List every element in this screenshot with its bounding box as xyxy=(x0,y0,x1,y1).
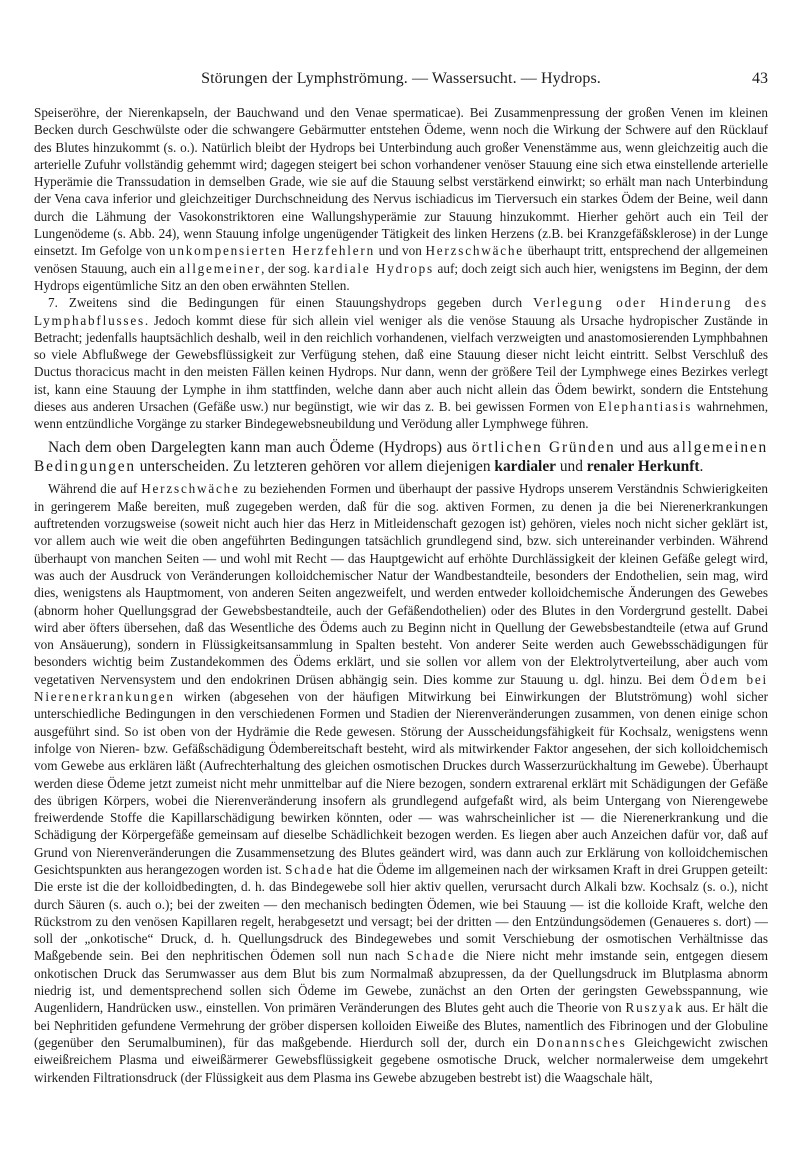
spaced-emphasis: Schade xyxy=(406,948,456,964)
text-run: . xyxy=(699,458,704,476)
paragraph xyxy=(34,104,768,294)
paragraph xyxy=(34,294,768,432)
spaced-emphasis: Elephantiasis xyxy=(598,399,693,415)
text-run: , der sog. xyxy=(261,260,314,276)
text-run: überhaupt tritt, entsprechend der allgemeinen venösen Stauung, auch ein xyxy=(34,243,768,276)
running-header xyxy=(34,68,768,90)
text-run: Nach dem oben Dargelegten kann man auch Ödeme (Hydrops) aus xyxy=(48,438,472,456)
text-run: . Jedoch kommt diese für sich allein viel weniger als die venöse Stauung als Ursache hydropischer Zustände in Betracht; jedenfalls hauptsächlich deshalb, weil in den reichlich vorhandenen, vielfach verzweigten und anastomosierenden Lymphbahnen so viele Abflußwege der Gewebsflüssigkeit zur Verfügung stehen, daß eine Stauung dieser nicht leicht eintritt. Selbst Verschluß des Ductus thoracicus macht in den meisten Fällen keinen Hydrops. Nur dann, wenn der größere Teil der Lymphwege eines Bezirkes verlegt ist, kann eine Stauung der Lymphe in ihm stattfinden, welche dann aber auch nicht allein das Ödem bewirkt, sondern die Entstehung dieses aus anderen Ursachen (Gefäße usw.) nur begünstigt, wie wir das z. B. bei gewissen Formen von xyxy=(34,312,768,415)
spaced-emphasis: kardiale Hydrops xyxy=(313,260,434,276)
spaced-emphasis: allgemeinen Bedingungen xyxy=(34,438,768,476)
text-run: Speiseröhre, der Nierenkapseln, der Bauchwand und den Venae spermaticae). Bei Zusammenpressung der großen Venen im kleinen Becken durch Geschwülste oder die schwangere Gebärmutter entstehen Ödeme, wenn noch die Wirkung der Schwere auf den Rücklauf des Blutes hinzukommt (s. o.). Natürlich bleibt der Hydrops bei Unterbindung auch großer Venenstämme aus, wenn gleichzeitig auch die arterielle Zufuhr vollständig gehemmt wird; dagegen steigert bei schon vorhandener venöser Stauung eine sich etwa einstellende arterielle Hyperämie die Transsudation in demselben Grade, wie sie auf die Stauung selbst verstärkend einwirkt; so erhält man nach Unterbindung der Vena cava inferior und gleichzeitiger Durchschneidung des Nervus ischiadicus im Tierversuch ein starkes Ödem der Beine, weil dann durch die Lähmung der Vasokonstriktoren eine Wallungshyperämie zur Stauung hinzukommt. Hierher gehört auch ein Teil der Lungenödeme (s. Abb. 24), wenn Stauung infolge ungenügender Tätigkeit des linken Herzens (z.B. bei Kranzgefäßsklerose) in der Lunge einsetzt. Im Gefolge von xyxy=(34,105,768,259)
spaced-emphasis: Donannsches xyxy=(536,1034,627,1050)
page-number: 43 xyxy=(752,70,768,87)
spaced-emphasis: allgemeiner xyxy=(179,260,262,276)
page-body xyxy=(34,104,768,1086)
text-run: wirken (abgesehen von der häufigen Mitwirkung bei Einwirkungen der Blutströmung) wohl sicher unterschiedliche Bedingungen in den verschiedenen Formen und Stadien der Nierenveränderungen zusammen, von denen einige schon ausgeführt sind. So ist oben von der Hydrämie die Rede gewesen. Störung der Ausscheidungsfähigkeit für Kochsalz, wenigstens wenn infolge von Nieren- bzw. Gefäßschädigung Ödembereitschaft besteht, wird als mitwirkender Faktor angesehen, der sich kolloidchemisch vom Gewebe aus erklären läßt (Aufrechterhaltung des gleichen osmotischen Druckes durch Wasserzurückhaltung im Gewebe). Überhaupt werden diese Ödeme jetzt zumeist nicht mehr unmittelbar auf die Niere bezogen, sondern extrarenal erklärt mit Schädigungen der Gefäße des übrigen Körpers, wobei die Nierenveränderung insofern als grundlegend aufgefaßt wird, als beim Untergang von Nierengewebe freiwerdende Stoffe die Kapillarschädigung bewirken könnten, oder — was wahrscheinlicher ist — die Nierenerkrankung und die Schädigung der Körpergefäße gemeinsam auf dieselbe Schädlichkeit bezogen werden. Es liegen aber auch Anzeichen dafür vor, daß auf Grund von Nierenveränderungen die Zusammensetzung des Blutes geändert wird, was dann auch zur Erklärung von kolloidchemischen Gesichtspunkten aus herangezogen worden ist. xyxy=(34,689,768,877)
bold-emphasis: kardialer xyxy=(494,458,556,476)
spaced-emphasis: Ödem bei Nierenerkrankungen xyxy=(34,671,768,705)
paragraph xyxy=(34,480,768,1085)
text-run: Gleichgewicht zwischen eiweißreichem Plasma und eiweißärmerer Gewebsflüssigkeit gegebene osmotische Druck, welcher normalerweise dem umgekehrt wirkenden Filtrationsdruck (der Flüssigkeit aus dem Plasma ins Gewebe abzugeben bestrebt ist) die Waagschale hält, xyxy=(34,1034,768,1085)
spaced-emphasis: unkompensierten Herzfehlern xyxy=(168,243,375,259)
text-run: und xyxy=(555,458,587,476)
text-run: die Niere nicht mehr imstande sein, entgegen diesem onkotischen Druck das Serumwasser aus dem Blut bis zum Normalmaß abzupressen, da der Quellungsdruck im Blutplasma abnorm niedrig ist, und dementsprechend sollen sich Ödeme im Gewebe, zunächst an den Orten der geringsten Gewebsspannung, wie Augenlidern, Handrücken usw., einstellen. Von primären Veränderungen des Blutes geht auch die Theorie von xyxy=(34,948,769,1016)
spaced-emphasis: Herzschwäche xyxy=(141,481,240,497)
text-run: hat die Ödeme im allgemeinen nach der wirksamen Kraft in drei Gruppen geteilt: Die erste ist die der kolloidbedingten, d. h. das Bindegewebe soll hier aktiv quellen, verursacht durch Alkali bzw. Kochsalz (s. o.), nicht durch Säuren (s. auch o.); bei der zweiten — den mechanisch bedingten Ödemen, wie bei Stauung — ist die kolloide Kraft, welche den Rückstrom zu den venösen Kapillaren regelt, herabgesetzt und versagt; bei der dritten — den Entzündungsödemen (Genaueres s. dort) — soll der „onkotische“ Druck, d. h. Quellungsdruck des Bindegewebes und somit Verschiebung der osmotischen Verhältnisse das Maßgebende sein. Bei den nephritischen Ödemen soll nun nach xyxy=(34,861,768,964)
text-run: unterscheiden. Zu letzteren gehören vor allem diejenigen xyxy=(135,458,495,476)
text-run: wahrnehmen, wenn entzündliche Vorgänge zu starker Bindegewebsneubildung und Verödung aller Lymphwege führen. xyxy=(34,399,769,432)
spaced-emphasis: Herzschwäche xyxy=(425,243,524,259)
spaced-emphasis: Ruszyak xyxy=(625,1000,684,1016)
text-run: und aus xyxy=(615,438,673,456)
bold-emphasis: renaler Herkunft xyxy=(586,458,700,476)
running-title: Störungen der Lymphströmung. — Wassersucht. — Hydrops. xyxy=(201,70,601,87)
text-run: Während die auf xyxy=(48,481,142,497)
text-run: aus. Er hält die bei Nephritiden gefundene Vermehrung der gröber dispersen kolloiden Eiweiße des Blutes, namentlich des Fibrinogen und der Globuline (gegenüber den Serumalbuminen), für das maßgebende. Hierdurch soll der, durch ein xyxy=(34,1000,768,1050)
spaced-emphasis: örtlichen Gründen xyxy=(471,438,616,456)
text-run: auf; doch zeigt sich auch hier, wenigstens im Beginn, der dem Hydrops eigentümliche Sitz an den oben erwähnten Stellen. xyxy=(34,260,768,293)
paragraph xyxy=(34,438,768,477)
spaced-emphasis: Schade xyxy=(285,861,334,877)
text-run: und von xyxy=(375,243,426,259)
text-run: zu beziehenden Formen und überhaupt der passive Hydrops unserem Verständnis Schwierigkeiten in geringerem Maße bereiten, muß zugegeben werden, daß für die sog. aktiven Formen, zu denen ja die bei Nierenerkrankungen auftretenden vorzugsweise (soweit nicht auch hier das Herz in Mitleidenschaft gezogen ist) gehören, vieles noch nicht sicher geklärt ist, vor allem auch wie weit die oben angeführten Bedingungen tatsächlich grundlegend sind, bzw. sich untereinander verbinden. Während überhaupt von manchen Seiten — und wohl mit Recht — das Hauptgewicht auf erhöhte Durchlässigkeit der kleinen Gefäße gelegt wird, was auch der Ausdruck von Veränderungen kolloidchemischer Natur der Wandbestandteile, besonders der Endothelien, sein mag, wird dies, wenigstens als Hauptmoment, von anderen Seiten angezweifelt, und werden entweder kolloidchemische Änderungen des Gewebes (abnorm hoher Quellungsgrad der Gewebsbestandteile, auch der Gefäßendothelien) oder des Blutes in den Vordergrund gestellt. Dabei wird aber öfters übersehen, daß das Wesentliche des Ödems auch zu Beginn nicht in Quellung der Gewebsbestandteile (etwa auf Grund von Ansäuerung), sondern in Flüssigkeitsansammlung in Spalten besteht. Von anderer Seite werden auch Gewebsschädigungen für besonders wichtig beim Zustandekommen des Ödems erklärt, und sie sollen vor allem von der Elektrolytverteilung, aber auch vom vegetativen Nervensystem und den endokrinen Drüsen abhängig sein. Dies komme zur Stauung u. dgl. hinzu. Bei dem xyxy=(34,481,768,687)
spaced-emphasis: Verlegung oder Hinderung des Lymphabflusses xyxy=(34,295,768,328)
text-run: 7. Zweitens sind die Bedingungen für einen Stauungshydrops gegeben durch xyxy=(48,295,534,311)
